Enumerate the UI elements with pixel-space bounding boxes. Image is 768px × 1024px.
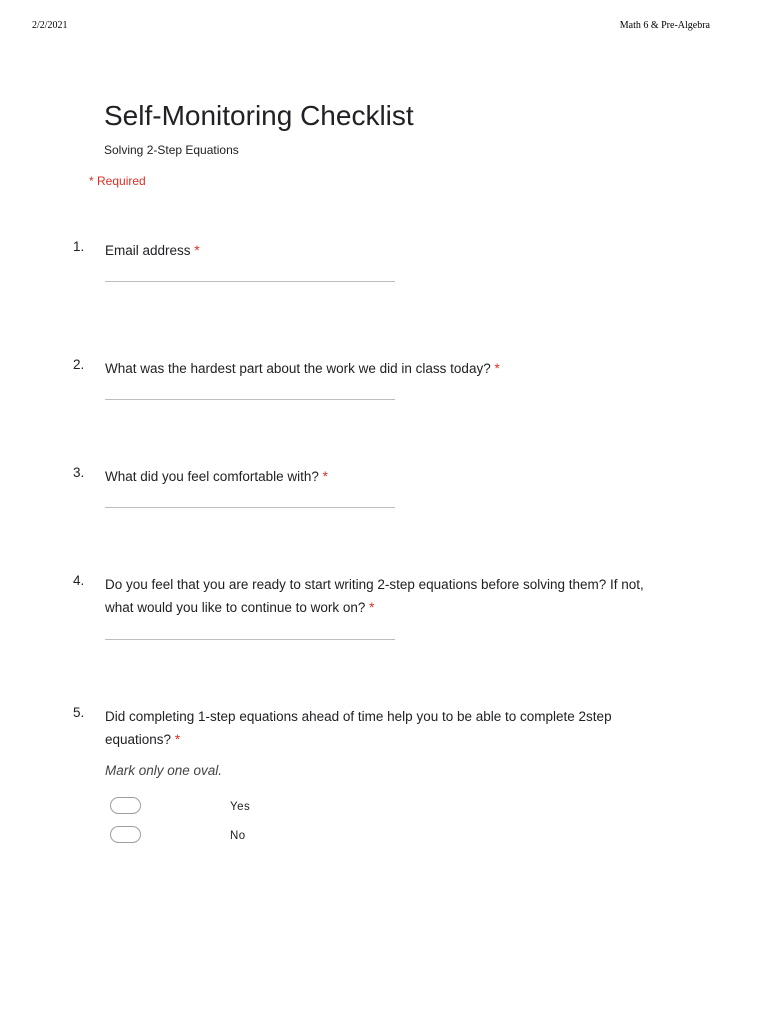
page-header — [32, 20, 710, 34]
question-label: Do you feel that you are ready to start writing 2-step equations before solving them? If not, what would you like to continue to work on? — [105, 577, 644, 615]
question-text — [105, 239, 675, 262]
print-date: 2/2/2021 — [32, 20, 68, 31]
radio-oval[interactable] — [110, 826, 141, 843]
option-label: No — [230, 830, 246, 842]
question-text — [105, 705, 675, 751]
question-text — [105, 465, 675, 488]
question-text — [105, 573, 675, 619]
question-label: Email address — [105, 243, 191, 258]
option-no[interactable] — [110, 826, 310, 846]
question-number: 5. — [73, 705, 85, 720]
required-note: * Required — [89, 174, 146, 188]
email-answer-field[interactable] — [105, 281, 395, 282]
question-number: 3. — [73, 465, 85, 480]
option-yes[interactable] — [110, 797, 310, 817]
ready-answer-field[interactable] — [105, 639, 395, 640]
question-text — [105, 357, 675, 380]
question-label: What was the hardest part about the work we did in class today? — [105, 361, 491, 376]
required-asterisk: * — [494, 361, 500, 376]
required-asterisk: * — [174, 732, 181, 747]
question-number: 2. — [73, 357, 85, 372]
required-asterisk: * — [194, 243, 200, 258]
question-number: 4. — [73, 573, 85, 588]
choice-hint: Mark only one oval. — [105, 763, 223, 778]
form-description: Solving 2-Step Equations — [104, 143, 239, 157]
course-name: Math 6 & Pre-Algebra — [619, 20, 710, 31]
question-label: Did completing 1-step equations ahead of time help you to be able to complete 2step equations? — [105, 709, 612, 747]
option-label: Yes — [230, 801, 251, 813]
radio-oval[interactable] — [110, 797, 141, 814]
comfortable-answer-field[interactable] — [105, 507, 395, 508]
question-label: What did you feel comfortable with? — [105, 469, 319, 484]
question-number: 1. — [73, 239, 85, 254]
required-asterisk: * — [369, 600, 375, 615]
form-title: Self-Monitoring Checklist — [104, 100, 414, 131]
hardest-part-answer-field[interactable] — [105, 399, 395, 400]
required-asterisk: * — [322, 469, 328, 484]
